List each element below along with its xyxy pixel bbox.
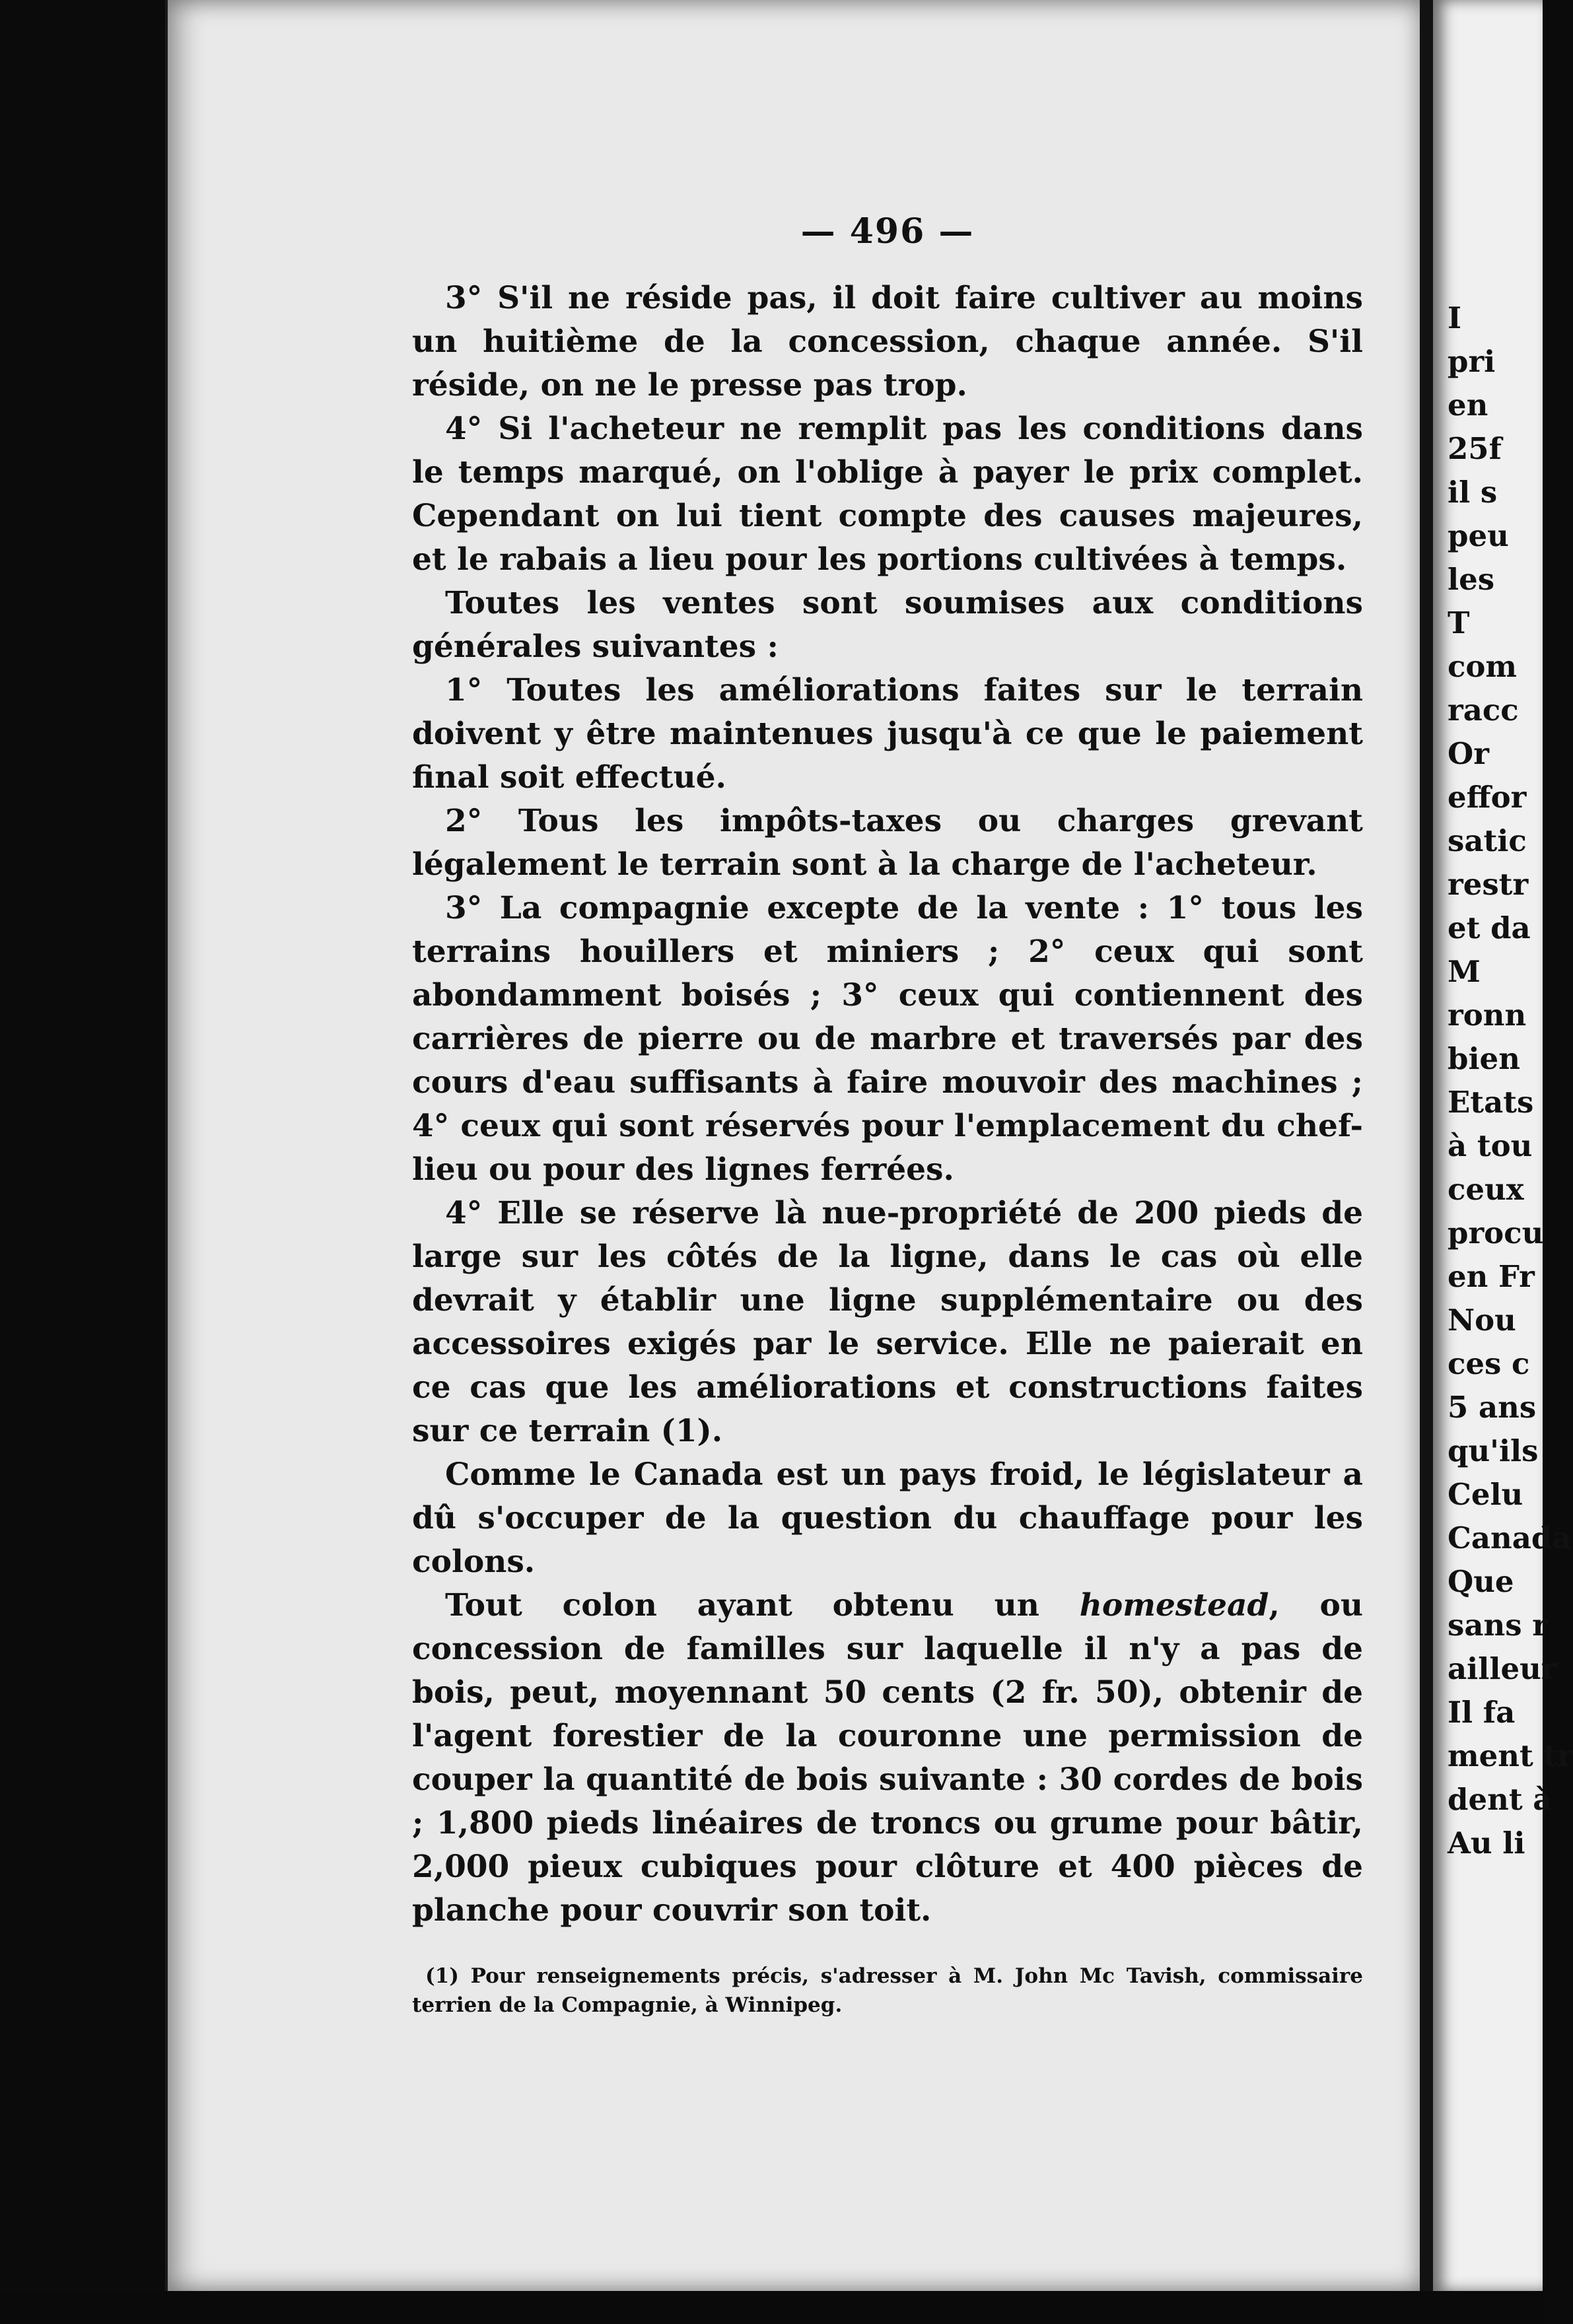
adjacent-page-line: racc [1448, 693, 1519, 728]
adjacent-page-line: dent à [1448, 1782, 1553, 1817]
adjacent-page-line: com [1448, 649, 1518, 684]
adjacent-page-line: qu'ils [1448, 1433, 1539, 1468]
paragraph: 1° Toutes les améliorations faites sur le terrain doivent y être maintenues jusqu'à ce que le paiement final soit effectué. [412, 672, 1363, 796]
adjacent-page-line: ces c [1448, 1346, 1530, 1381]
adjacent-page-line: ceux [1448, 1172, 1524, 1207]
adjacent-page-fragment [1433, 0, 1573, 2291]
adjacent-page-line: les [1448, 562, 1495, 597]
adjacent-page-line: Nou [1448, 1303, 1516, 1338]
adjacent-page-line: Etats [1448, 1085, 1534, 1120]
adjacent-page-line: satic [1448, 823, 1527, 858]
adjacent-page-line: Or [1448, 736, 1489, 771]
text-run: , ou concession de familles sur laquelle il n'y a pas de bois, peut, moyennant 50 cents (2 fr. 50), obtenir de l'agent forestier de la couronne une permission de couper la quantité de bois suivante : 30 cordes de bois ; 1,800 pieds linéaires de troncs ou grume pour bâtir, 2,000 pieux cubiques pour clôture et 400 pièces de planche pour couvrir son toit. [412, 1587, 1363, 1929]
adjacent-page-line: I [1448, 300, 1462, 335]
paragraph: 3° La compagnie excepte de la vente : 1° tous les terrains houillers et miniers ; 2° ceux qui sont abondamment boisés ; 3° ceux qui contiennent des carrières de pierre ou de marbre et traversés par des cours d'eau suffisants à faire mouvoir des machines ; 4° ceux qui sont réservés pour l'emplacement du chef-lieu ou pour des lignes ferrées. [412, 890, 1363, 1188]
adjacent-page-line: il s [1448, 475, 1498, 510]
scan-border [0, 2291, 1543, 2324]
adjacent-page-line: en Fr [1448, 1259, 1535, 1294]
adjacent-page-line: à tou [1448, 1128, 1533, 1163]
adjacent-page-line: en [1448, 388, 1488, 423]
adjacent-page-line: Que [1448, 1564, 1514, 1599]
footnote: (1) Pour renseignements précis, s'adresser à M. John Mc Tavish, commissaire terrien de la Compagnie, à Winnipeg. [412, 1964, 1363, 2017]
emphasis-homestead: homestead [1079, 1587, 1269, 1623]
homestead-paragraph [412, 1584, 1363, 1932]
adjacent-page-line: T [1448, 605, 1470, 640]
adjacent-page-line: effor [1448, 780, 1527, 815]
adjacent-page-line: Celu [1448, 1477, 1523, 1512]
adjacent-page-line: Canada [1448, 1521, 1572, 1555]
adjacent-page-line: peu [1448, 518, 1509, 553]
adjacent-page-line: restr [1448, 867, 1529, 902]
page-number: — 496 — [800, 211, 975, 252]
adjacent-page-line: 25f [1448, 431, 1502, 466]
adjacent-page-line: 5 ans [1448, 1390, 1537, 1425]
adjacent-page-line: bien [1448, 1041, 1520, 1076]
paragraph: Toutes les ventes sont soumises aux conditions générales suivantes : [412, 585, 1363, 665]
adjacent-page-line: ment tr [1448, 1738, 1573, 1773]
adjacent-page-line: sans r [1448, 1608, 1548, 1643]
adjacent-page-line: M [1448, 954, 1481, 989]
adjacent-page-line: procu [1448, 1215, 1544, 1250]
book-page [165, 0, 1422, 2291]
paragraph: 2° Tous les impôts-taxes ou charges grevant légalement le terrain sont à la charge de l'acheteur. [412, 803, 1363, 883]
adjacent-page-line: Il fa [1448, 1695, 1516, 1730]
paragraph: Comme le Canada est un pays froid, le législateur a dû s'occuper de la question du chauffage pour les colons. [412, 1456, 1363, 1580]
adjacent-page-line: pri [1448, 344, 1496, 379]
adjacent-page-line: Au li [1448, 1826, 1525, 1861]
text-run: Tout colon ayant obtenu un [445, 1587, 1080, 1623]
adjacent-page-line: et da [1448, 910, 1531, 945]
paragraph: 4° Elle se réserve là nue-propriété de 200 pieds de large sur les côtés de la ligne, dans le cas où elle devrait y établir une ligne supplémentaire ou des accessoires exigés par le service. Elle ne paierait en ce cas que les améliorations et constructions faites sur ce terrain (1). [412, 1195, 1363, 1449]
body-text [412, 277, 1363, 1932]
paragraph: 3° S'il ne réside pas, il doit faire cultiver au moins un huitième de la concession, chaque année. S'il réside, on ne le presse pas trop. [412, 280, 1363, 403]
adjacent-page-line: ronn [1448, 998, 1527, 1033]
adjacent-page-line: ailleur [1448, 1651, 1557, 1686]
paragraph: 4° Si l'acheteur ne remplit pas les conditions dans le temps marqué, on l'oblige à payer le prix complet. Cependant on lui tient compte des causes majeures, et le rabais a lieu pour les portions cultivées à temps. [412, 411, 1363, 578]
page-content [412, 211, 1363, 2020]
